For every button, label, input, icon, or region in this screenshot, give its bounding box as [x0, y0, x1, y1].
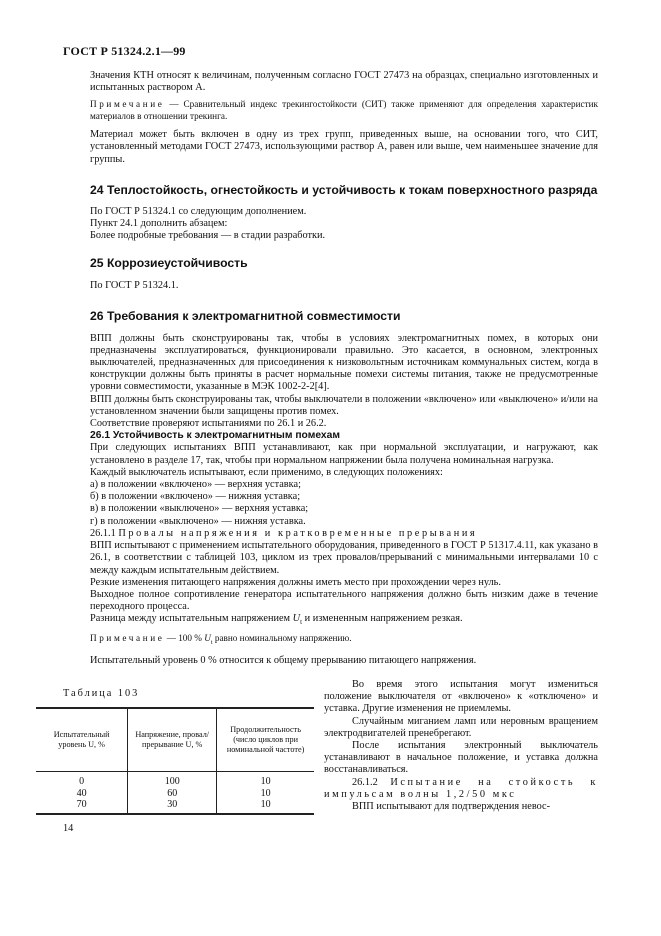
note: [90, 99, 598, 122]
paragraph: Испытательный уровень 0 % относится к общему прерыванию питающего напряжения.: [90, 654, 477, 666]
paragraph: Значения КТН относят к величинам, полученным согласно ГОСТ 27473 на образцах, специально изготовленных и испытанных раствором А.: [90, 70, 598, 94]
page-number: 14: [63, 823, 74, 834]
page-header: ГОСТ Р 51324.2.1—99: [63, 44, 186, 58]
table-103: [36, 707, 314, 815]
paragraph: ВПП должны быть сконструированы так, чтобы в условиях электромагнитных помех, в которых они предназначены эксплуатироваться, функционировали правильно. Это касается, в основном, электронных выключателей, предназначенных для присоединения к низковольтным источникам коммунальных систем, когда в конструкции должны быть приняты в расчет нормальные помехи системы питания, также не предусмотренные уровни совместимости, указанные в МЭК 1002-2-2[4].: [90, 332, 598, 393]
subsection-heading-26-1-1: [90, 528, 598, 540]
paragraph: Каждый выключатель испытывают, если применимо, в следующих положениях:: [90, 466, 443, 478]
paragraph: После испытания электронный выключатель устанавливают в начальное положение, и уставка должна восстанавливаться.: [324, 740, 598, 776]
paragraph: Резкие изменения питающего напряжения должны иметь место при прохождении через нуль.: [90, 576, 501, 588]
section-heading-24: 24 Теплостойкость, огнестойкость и устойчивость к токам поверхностного разряда: [90, 182, 598, 197]
paragraph: Материал может быть включен в одну из трех групп, приведенных выше, на основании того, что СИТ, установленный методами ГОСТ 27473, использующими раствор А, равен или выше, чем наименьшее значение для группы.: [90, 129, 598, 165]
table-row: 40 60 10: [36, 788, 314, 800]
paragraph: ВПП испытывают с применением испытательного оборудования, приведенного в ГОСТ Р 51317.4.11, как указано в 26.1, в соответствии с таблицей 103, циклом из трех провалов/прерываний с минимальными интервалами 10 с между каждым испытательным действием.: [90, 540, 598, 576]
paragraph: Случайным миганием ламп или неровным вращением электродвигателей пренебрегают.: [324, 715, 598, 739]
paragraph: ВПП испытывают для подтверждения невос-: [352, 801, 551, 813]
note-label: Примечание: [90, 99, 165, 110]
table-caption: Таблица 103: [63, 688, 140, 699]
subsection-number: 26.1.1: [90, 527, 116, 539]
subsection-heading-26-1: 26.1 Устойчивость к электромагнитным помехам: [90, 430, 340, 442]
table-header: Продолжительность (число циклов при номинальной частоте): [217, 708, 314, 772]
paragraph: Пункт 24.1 дополнить абзацем:: [90, 218, 228, 230]
table-row: 0 100 10: [36, 772, 314, 788]
subsection-title: Провалы напряжения и кратковременные прерывания: [118, 527, 478, 539]
paragraph: По ГОСТ Р 51324.1 со следующим дополнением.: [90, 205, 307, 217]
subsection-heading-26-1-2: [324, 777, 598, 801]
note-text: — Сравнительный индекс трекингостойкости (СИТ) также применяют для определения характеристик материалов в отношении трекинга.: [90, 99, 598, 121]
paragraph: ВПП должны быть сконструированы так, чтобы выключатели в положении «включено» или «выключено» и/или на установленном значении были защищены против помех.: [90, 393, 598, 417]
section-heading-25: 25 Коррозиеустойчивость: [90, 256, 248, 271]
main-text: [90, 70, 598, 667]
right-column-text: [324, 679, 598, 813]
paragraph: Более подробные требования — в стадии разработки.: [90, 230, 326, 242]
table-header: Напряжение, провал/прерывание U, %: [128, 708, 217, 772]
paragraph: Соответствие проверяют испытаниями по 26.1 и 26.2.: [90, 418, 327, 430]
subsection-title: Испытание на стойкость к импульсам волны 1,2/50 мкс: [324, 776, 598, 800]
paragraph: Выходное полное сопротивление генератора испытательного напряжения должно быть низким даже в течение переходного процесса.: [90, 588, 598, 613]
list-item: в) в положении «выключено» — верхняя уставка;: [90, 503, 309, 515]
section-heading-26: 26 Требования к электромагнитной совместимости: [90, 308, 401, 323]
paragraph: Во время этого испытания могут измениться положение выключателя от «включено» к «отключено» и уставка. Другие изменения не приемлемы.: [324, 679, 598, 715]
table-row: 70 30 10: [36, 799, 314, 814]
list-item: б) в положении «включено» — нижняя уставка;: [90, 491, 301, 503]
note: Примечание — 100 % $U_t$ равно номинальному напряжению.: [90, 632, 352, 646]
list-item: г) в положении «выключено» — нижняя уставка.: [90, 515, 306, 527]
list-item: а) в положении «включено» — верхняя уставка;: [90, 479, 301, 491]
paragraph: По ГОСТ Р 51324.1.: [90, 280, 179, 292]
note-label: Примечание: [90, 632, 165, 643]
paragraph: При следующих испытаниях ВПП устанавливают, как при нормальной эксплуатации, и нагружают, как установлено в разделе 17, так, чтобы при нормальном напряжении была получена номинальная нагрузка.: [90, 442, 598, 466]
paragraph: Разница между испытательным напряжением $U_t$ и измененным напряжением резкая.: [90, 613, 463, 627]
table-header: Испытательный уровень U, %: [36, 708, 128, 772]
subsection-number: 26.1.2: [352, 776, 378, 788]
